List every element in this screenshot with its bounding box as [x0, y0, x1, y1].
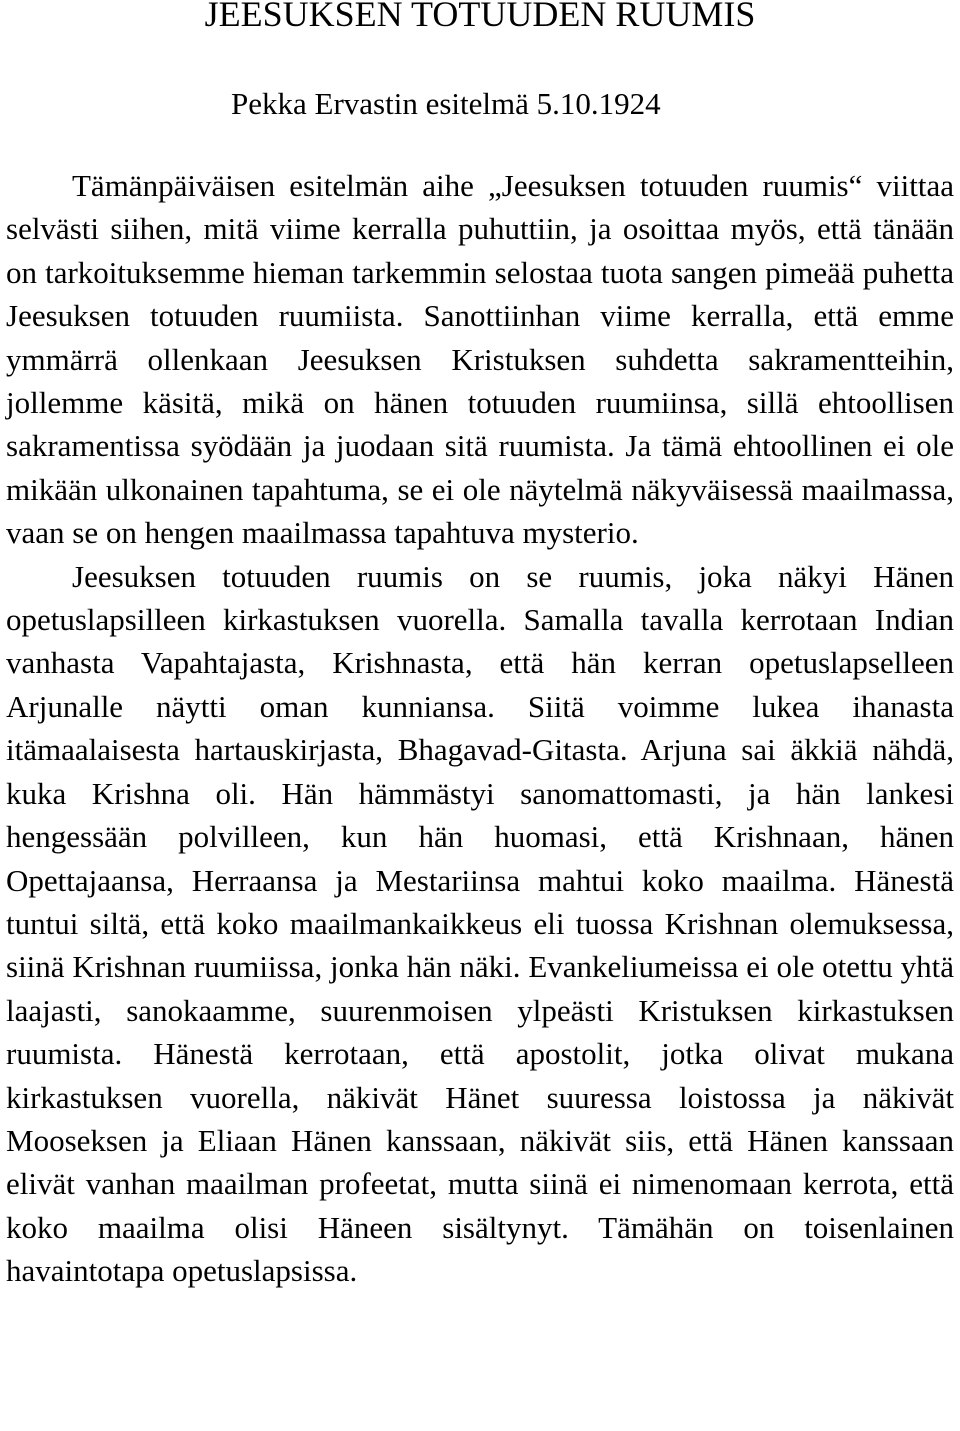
document-title: JEESUKSEN TOTUUDEN RUUMIS [204, 0, 756, 34]
paragraph: Jeesuksen totuuden ruumis on se ruumis, joka näkyi Hänen opetuslapsilleen kirkastuksen vuorella. Samalla tavalla kerrotaan Indian vanhasta Vapahtajasta, Krishnasta, että hän kerran opetuslapselleen Arjunalle näytti oman kunniansa. Siitä voimme lukea ihanasta itämaalaisesta hartauskirjasta, Bhagavad-Gitasta. Arjuna sai äkkiä nähdä, kuka Krishna oli. Hän hämmästyi sanomattomasti, ja hän lankesi hengessään polvilleen, kun hän huomasi, että Krishnaan, hänen Opettajaansa, Herraansa ja Mestariinsa mahtui koko maailma. Hänestä tuntui siltä, että koko maailmankaikkeus eli tuossa Krishnan olemuksessa, siinä Krishnan ruumiissa, jonka hän näki. Evankeliumeissa ei ole otettu yhtä laajasti, sanokaamme, suurenmoisen ylpeästi Kristuksen kirkastuksen ruumista. Hänestä kerrotaan, että apostolit, jotka olivat mukana kirkastuksen vuorella, näkivät Hänet suuressa loistossa ja näkivät Mooseksen ja Eliaan Hänen kanssaan, näkivät siis, että Hänen kanssaan elivät vanhan maailman profeetat, mutta siinä ei nimenomaan kerrota, että koko maailma olisi Häneen sisältynyt. Tämähän on toisenlainen havaintotapa opetuslapsissa. [6, 558, 954, 1289]
paragraph: Tämänpäiväisen esitelmän aihe „Jeesuksen totuuden ruumis“ viittaa selvästi siihen, mitä viime kerralla puhuttiin, ja osoittaa myös, että tänään on tarkoituksemme hieman tarkemmin selostaa tuota sangen pimeää puhetta Jeesuksen totuuden ruumiista. Sanottiinhan viime kerralla, että emme ymmärrä ollenkaan Jeesuksen Kristuksen suhdetta sakramentteihin, jollemme käsitä, mikä on hänen totuuden ruumiinsa, sillä ehtoollisen sakramentissa syödään ja juodaan sitä ruumista. Ja tämä ehtoollinen ei ole mikään ulkonainen tapahtuma, se ei ole näytelmä näkyväisessä maailmassa, vaan se on hengen maailmassa tapahtuva mysterio. [6, 168, 954, 551]
document-body [6, 164, 954, 1293]
document-page [6, 0, 954, 1293]
document-subtitle: Pekka Ervastin esitelmä 5.10.1924 [231, 86, 661, 121]
